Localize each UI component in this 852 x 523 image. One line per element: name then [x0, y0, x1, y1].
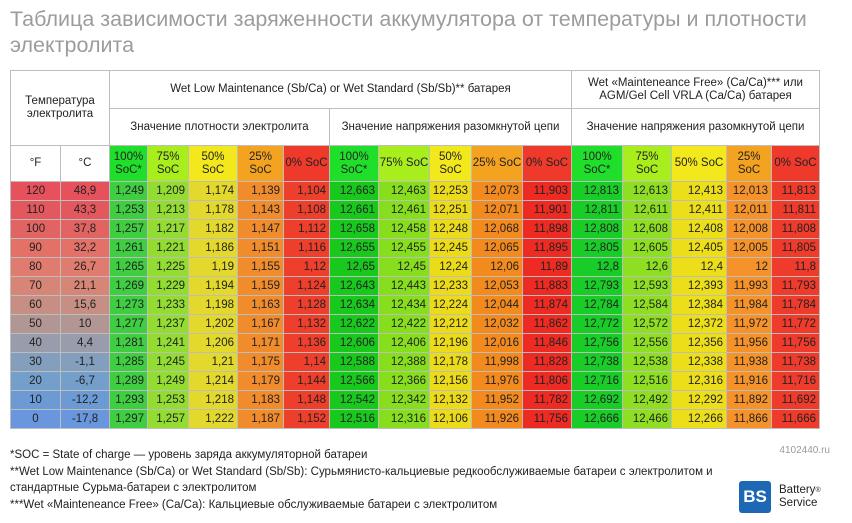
wet-voltage-cell: 12,253 — [430, 182, 472, 201]
wet-voltage-cell: 11,828 — [523, 353, 572, 372]
mf-soc-header-4: 0% SoC — [772, 146, 820, 182]
wet-voltage-cell: 12,461 — [379, 201, 430, 220]
table-row — [11, 410, 820, 429]
temp-c-cell: 43,3 — [61, 201, 110, 220]
wet-voltage-cell: 12,212 — [430, 315, 472, 334]
wet-soc-header-1: 75% SoC — [379, 146, 430, 182]
density-cell: 1,143 — [238, 201, 284, 220]
wet-voltage-cell: 12,366 — [379, 372, 430, 391]
temp-f-cell: 50 — [11, 315, 61, 334]
density-cell: 1,221 — [148, 239, 189, 258]
table-row — [11, 277, 820, 296]
mf-voltage-cell: 12,011 — [727, 201, 772, 220]
density-cell: 1,171 — [238, 334, 284, 353]
wet-voltage-cell: 12,588 — [330, 353, 379, 372]
mf-voltage-cell: 12,808 — [572, 220, 623, 239]
temp-c-cell: -12,2 — [61, 391, 110, 410]
wet-voltage-cell: 11,998 — [472, 353, 523, 372]
density-cell: 1,198 — [189, 296, 238, 315]
mf-voltage-cell: 11,666 — [772, 410, 820, 429]
mf-voltage-cell: 12,013 — [727, 182, 772, 201]
density-cell: 1,241 — [148, 334, 189, 353]
temp-c-cell: 37,8 — [61, 220, 110, 239]
mf-voltage-cell: 12,605 — [623, 239, 672, 258]
density-cell: 1,147 — [238, 220, 284, 239]
density-cell: 1,229 — [148, 277, 189, 296]
density-soc-header-3: 25% SoC — [238, 146, 284, 182]
density-cell: 1,175 — [238, 353, 284, 372]
density-cell: 1,249 — [148, 372, 189, 391]
wet-voltage-cell: 11,806 — [523, 372, 572, 391]
density-cell: 1,186 — [189, 239, 238, 258]
mf-voltage-cell: 12,338 — [672, 353, 727, 372]
temp-c-cell: 10 — [61, 315, 110, 334]
charge-table — [10, 70, 820, 429]
wet-voltage-header: Значение напряжения разомкнутой цепи — [330, 109, 572, 146]
mf-voltage-cell: 12,738 — [572, 353, 623, 372]
wet-voltage-cell: 11,952 — [472, 391, 523, 410]
wet-voltage-cell: 12,224 — [430, 296, 472, 315]
wet-voltage-cell: 12,106 — [430, 410, 472, 429]
density-cell: 1,297 — [110, 410, 148, 429]
density-cell: 1,108 — [284, 201, 330, 220]
density-header: Значение плотности электролита — [110, 109, 330, 146]
mf-voltage-header: Значение напряжения разомкнутой цепи — [572, 109, 820, 146]
table-row — [11, 201, 820, 220]
mf-voltage-cell: 12,384 — [672, 296, 727, 315]
mf-voltage-cell: 12,692 — [572, 391, 623, 410]
wet-voltage-cell: 12,233 — [430, 277, 472, 296]
mf-voltage-cell: 12,608 — [623, 220, 672, 239]
wet-voltage-cell: 11,846 — [523, 334, 572, 353]
wet-voltage-cell: 12,658 — [330, 220, 379, 239]
wet-voltage-cell: 11,895 — [523, 239, 572, 258]
wet-voltage-cell: 12,388 — [379, 353, 430, 372]
wet-voltage-cell: 11,898 — [523, 220, 572, 239]
temp-c-cell: -1,1 — [61, 353, 110, 372]
temp-c-cell: 4,4 — [61, 334, 110, 353]
wet-battery-group-header: Wet Low Maintenance (Sb/Ca) or Wet Standard (Sb/Sb)** батарея — [110, 71, 572, 109]
wet-voltage-cell: 12,178 — [430, 353, 472, 372]
mf-voltage-cell: 12,356 — [672, 334, 727, 353]
density-soc-header-1: 75% SoC — [148, 146, 189, 182]
mf-voltage-cell: 11,866 — [727, 410, 772, 429]
mf-soc-header-1: 75% SoC — [623, 146, 672, 182]
wet-voltage-cell: 12,434 — [379, 296, 430, 315]
table-row — [11, 391, 820, 410]
mf-voltage-cell: 12,516 — [623, 372, 672, 391]
temp-f-cell: 90 — [11, 239, 61, 258]
density-cell: 1,214 — [189, 372, 238, 391]
wet-voltage-cell: 12,016 — [472, 334, 523, 353]
density-cell: 1,132 — [284, 315, 330, 334]
mf-voltage-cell: 11,808 — [772, 220, 820, 239]
density-cell: 1,293 — [110, 391, 148, 410]
density-cell: 1,155 — [238, 258, 284, 277]
wet-voltage-cell: 12,053 — [472, 277, 523, 296]
density-cell: 1,19 — [189, 258, 238, 277]
mf-voltage-cell: 11,8 — [772, 258, 820, 277]
temp-f-cell: 0 — [11, 410, 61, 429]
temp-c-cell: 26,7 — [61, 258, 110, 277]
mf-voltage-cell: 11,984 — [727, 296, 772, 315]
density-cell: 1,112 — [284, 220, 330, 239]
wet-voltage-cell: 12,458 — [379, 220, 430, 239]
density-soc-header-0: 100% SoC* — [110, 146, 148, 182]
density-cell: 1,289 — [110, 372, 148, 391]
table-row — [11, 353, 820, 372]
wet-voltage-cell: 11,976 — [472, 372, 523, 391]
density-cell: 1,265 — [110, 258, 148, 277]
celsius-header: °C — [61, 146, 110, 182]
wet-voltage-cell: 12,245 — [430, 239, 472, 258]
wet-voltage-cell: 12,06 — [472, 258, 523, 277]
mf-voltage-cell: 12,393 — [672, 277, 727, 296]
mf-voltage-cell: 11,956 — [727, 334, 772, 353]
mf-voltage-cell: 12,6 — [623, 258, 672, 277]
density-cell: 1,253 — [110, 201, 148, 220]
mf-voltage-cell: 12,292 — [672, 391, 727, 410]
density-soc-header-4: 0% SoC — [284, 146, 330, 182]
wet-voltage-cell: 11,756 — [523, 410, 572, 429]
mf-voltage-cell: 12,008 — [727, 220, 772, 239]
table-row — [11, 258, 820, 277]
density-cell: 1,116 — [284, 239, 330, 258]
wet-voltage-cell: 12,45 — [379, 258, 430, 277]
mf-voltage-cell: 12,784 — [572, 296, 623, 315]
mf-voltage-cell: 11,938 — [727, 353, 772, 372]
density-cell: 1,128 — [284, 296, 330, 315]
density-cell: 1,213 — [148, 201, 189, 220]
density-cell: 1,167 — [238, 315, 284, 334]
logo-line1: Battery — [779, 484, 816, 496]
wet-voltage-cell: 11,782 — [523, 391, 572, 410]
density-cell: 1,217 — [148, 220, 189, 239]
wet-voltage-cell: 12,24 — [430, 258, 472, 277]
density-cell: 1,14 — [284, 353, 330, 372]
mf-voltage-cell: 12,805 — [572, 239, 623, 258]
wet-voltage-cell: 12,342 — [379, 391, 430, 410]
density-soc-header-2: 50% SoC — [189, 146, 238, 182]
wet-soc-header-3: 25% SoC — [472, 146, 523, 182]
temp-f-cell: 60 — [11, 296, 61, 315]
mf-voltage-cell: 12,466 — [623, 410, 672, 429]
density-cell: 1,163 — [238, 296, 284, 315]
density-cell: 1,194 — [189, 277, 238, 296]
density-cell: 1,249 — [110, 182, 148, 201]
temp-f-cell: 20 — [11, 372, 61, 391]
density-cell: 1,178 — [189, 201, 238, 220]
wet-voltage-cell: 11,874 — [523, 296, 572, 315]
density-cell: 1,124 — [284, 277, 330, 296]
temperature-header: Температура электролита — [11, 71, 110, 146]
mf-voltage-cell: 11,811 — [772, 201, 820, 220]
wet-voltage-cell: 12,422 — [379, 315, 430, 334]
footnotes — [10, 447, 730, 513]
wet-voltage-cell: 12,622 — [330, 315, 379, 334]
table-row — [11, 372, 820, 391]
logo-line2: Service — [779, 497, 818, 509]
wet-voltage-cell: 12,516 — [330, 410, 379, 429]
mf-voltage-cell: 12,408 — [672, 220, 727, 239]
mf-voltage-cell: 12,716 — [572, 372, 623, 391]
temp-c-cell: -6,7 — [61, 372, 110, 391]
mf-voltage-cell: 11,972 — [727, 315, 772, 334]
mf-voltage-cell: 12,611 — [623, 201, 672, 220]
wet-voltage-cell: 12,455 — [379, 239, 430, 258]
temp-f-cell: 40 — [11, 334, 61, 353]
table-row — [11, 296, 820, 315]
wet-voltage-cell: 12,156 — [430, 372, 472, 391]
table-row — [11, 220, 820, 239]
wet-voltage-cell: 12,032 — [472, 315, 523, 334]
wet-voltage-cell: 12,073 — [472, 182, 523, 201]
mf-voltage-cell: 11,738 — [772, 353, 820, 372]
temp-c-cell: 21,1 — [61, 277, 110, 296]
mf-voltage-cell: 12,572 — [623, 315, 672, 334]
density-cell: 1,257 — [148, 410, 189, 429]
density-cell: 1,209 — [148, 182, 189, 201]
wet-voltage-cell: 12,661 — [330, 201, 379, 220]
temp-f-cell: 80 — [11, 258, 61, 277]
temp-c-cell: 32,2 — [61, 239, 110, 258]
density-cell: 1,12 — [284, 258, 330, 277]
wet-voltage-cell: 11,883 — [523, 277, 572, 296]
wet-voltage-cell: 12,071 — [472, 201, 523, 220]
footnote-mf: ***Wet «Mainteneance Free» (Ca/Ca): Кальциевые обслуживаемые батареи с электролитом — [10, 498, 498, 511]
mf-voltage-cell: 12,772 — [572, 315, 623, 334]
footnote-wet: **Wet Low Maintenance (Sb/Ca) or Wet Standard (Sb/Sb): Сурьмянисто-кальциевые редкообслуживаемые батареи с электролитом и стандартные Сурьма-батареи с электролитом — [10, 465, 713, 494]
density-cell: 1,281 — [110, 334, 148, 353]
wet-voltage-cell: 12,542 — [330, 391, 379, 410]
mf-voltage-cell: 12,538 — [623, 353, 672, 372]
temp-f-cell: 110 — [11, 201, 61, 220]
mf-voltage-cell: 11,892 — [727, 391, 772, 410]
wet-voltage-cell: 12,634 — [330, 296, 379, 315]
density-cell: 1,202 — [189, 315, 238, 334]
density-cell: 1,277 — [110, 315, 148, 334]
mf-voltage-cell: 12,756 — [572, 334, 623, 353]
mf-voltage-cell: 11,793 — [772, 277, 820, 296]
temp-c-cell: 15,6 — [61, 296, 110, 315]
wet-voltage-cell: 12,566 — [330, 372, 379, 391]
temp-f-cell: 120 — [11, 182, 61, 201]
density-cell: 1,183 — [238, 391, 284, 410]
density-cell: 1,245 — [148, 353, 189, 372]
wet-voltage-cell: 11,926 — [472, 410, 523, 429]
wet-voltage-cell: 12,65 — [330, 258, 379, 277]
battery-service-logo — [739, 479, 839, 519]
wet-voltage-cell: 12,463 — [379, 182, 430, 201]
wet-voltage-cell: 12,044 — [472, 296, 523, 315]
wet-soc-header-0: 100% SoC* — [330, 146, 379, 182]
mf-voltage-cell: 12,8 — [572, 258, 623, 277]
density-cell: 1,206 — [189, 334, 238, 353]
mf-voltage-cell: 12,411 — [672, 201, 727, 220]
mf-voltage-cell: 12 — [727, 258, 772, 277]
density-cell: 1,152 — [284, 410, 330, 429]
logo-registered-mark: ® — [815, 487, 821, 494]
wet-voltage-cell: 11,903 — [523, 182, 572, 201]
table-row — [11, 239, 820, 258]
temp-f-cell: 30 — [11, 353, 61, 372]
fahrenheit-header: °F — [11, 146, 61, 182]
table-row — [11, 334, 820, 353]
temp-f-cell: 70 — [11, 277, 61, 296]
mf-voltage-cell: 11,716 — [772, 372, 820, 391]
density-cell: 1,159 — [238, 277, 284, 296]
footnote-soc: *SOC = State of charge — уровень заряда аккумуляторной батареи — [10, 449, 368, 461]
wet-voltage-cell: 12,068 — [472, 220, 523, 239]
mf-voltage-cell: 12,793 — [572, 277, 623, 296]
mf-voltage-cell: 11,692 — [772, 391, 820, 410]
density-cell: 1,21 — [189, 353, 238, 372]
mf-voltage-cell: 12,813 — [572, 182, 623, 201]
density-cell: 1,218 — [189, 391, 238, 410]
density-cell: 1,148 — [284, 391, 330, 410]
density-cell: 1,151 — [238, 239, 284, 258]
density-cell: 1,285 — [110, 353, 148, 372]
temp-f-cell: 100 — [11, 220, 61, 239]
density-cell: 1,225 — [148, 258, 189, 277]
mf-voltage-cell: 11,756 — [772, 334, 820, 353]
wet-voltage-cell: 11,862 — [523, 315, 572, 334]
mf-battery-group-header: Wet «Mainteneance Free» (Ca/Ca)*** или AGM/Gel Cell VRLA (Ca/Ca) батарея — [572, 71, 820, 109]
density-cell: 1,174 — [189, 182, 238, 201]
mf-voltage-cell: 12,372 — [672, 315, 727, 334]
temp-f-cell: 10 — [11, 391, 61, 410]
wet-voltage-cell: 12,316 — [379, 410, 430, 429]
mf-voltage-cell: 12,492 — [623, 391, 672, 410]
density-cell: 1,144 — [284, 372, 330, 391]
density-cell: 1,269 — [110, 277, 148, 296]
wet-voltage-cell: 12,443 — [379, 277, 430, 296]
density-cell: 1,237 — [148, 315, 189, 334]
mf-soc-header-2: 50% SoC — [672, 146, 727, 182]
logo-badge: BS — [739, 481, 771, 513]
mf-voltage-cell: 12,584 — [623, 296, 672, 315]
wet-voltage-cell: 12,196 — [430, 334, 472, 353]
page-title: Таблица зависимости заряженности аккумулятора от температуры и плотности электролита — [10, 7, 807, 57]
density-cell: 1,179 — [238, 372, 284, 391]
density-cell: 1,136 — [284, 334, 330, 353]
mf-voltage-cell: 12,613 — [623, 182, 672, 201]
wet-voltage-cell: 12,248 — [430, 220, 472, 239]
density-cell: 1,182 — [189, 220, 238, 239]
wet-voltage-cell: 12,663 — [330, 182, 379, 201]
wet-voltage-cell: 12,606 — [330, 334, 379, 353]
mf-voltage-cell: 11,916 — [727, 372, 772, 391]
mf-voltage-cell: 12,405 — [672, 239, 727, 258]
wet-voltage-cell: 12,251 — [430, 201, 472, 220]
mf-voltage-cell: 12,811 — [572, 201, 623, 220]
temp-c-cell: 48,9 — [61, 182, 110, 201]
density-cell: 1,273 — [110, 296, 148, 315]
density-cell: 1,257 — [110, 220, 148, 239]
mf-voltage-cell: 12,266 — [672, 410, 727, 429]
wet-voltage-cell: 12,643 — [330, 277, 379, 296]
density-cell: 1,233 — [148, 296, 189, 315]
watermark: 4102440.ru — [779, 445, 830, 456]
density-cell: 1,187 — [238, 410, 284, 429]
wet-voltage-cell: 11,901 — [523, 201, 572, 220]
wet-voltage-cell: 11,89 — [523, 258, 572, 277]
density-cell: 1,261 — [110, 239, 148, 258]
wet-voltage-cell: 12,132 — [430, 391, 472, 410]
density-cell: 1,104 — [284, 182, 330, 201]
wet-soc-header-2: 50% SoC — [430, 146, 472, 182]
density-cell: 1,253 — [148, 391, 189, 410]
mf-voltage-cell: 11,772 — [772, 315, 820, 334]
mf-voltage-cell: 11,805 — [772, 239, 820, 258]
table-row — [11, 315, 820, 334]
temp-c-cell: -17,8 — [61, 410, 110, 429]
mf-voltage-cell: 12,593 — [623, 277, 672, 296]
density-cell: 1,222 — [189, 410, 238, 429]
table-row — [11, 182, 820, 201]
mf-voltage-cell: 11,993 — [727, 277, 772, 296]
mf-voltage-cell: 11,784 — [772, 296, 820, 315]
density-cell: 1,139 — [238, 182, 284, 201]
mf-voltage-cell: 12,413 — [672, 182, 727, 201]
mf-voltage-cell: 11,813 — [772, 182, 820, 201]
wet-voltage-cell: 12,406 — [379, 334, 430, 353]
mf-voltage-cell: 12,4 — [672, 258, 727, 277]
wet-voltage-cell: 12,655 — [330, 239, 379, 258]
mf-voltage-cell: 12,666 — [572, 410, 623, 429]
mf-voltage-cell: 12,316 — [672, 372, 727, 391]
mf-soc-header-0: 100% SoC* — [572, 146, 623, 182]
wet-voltage-cell: 12,065 — [472, 239, 523, 258]
mf-soc-header-3: 25% SoC — [727, 146, 772, 182]
mf-voltage-cell: 12,556 — [623, 334, 672, 353]
logo-text — [779, 484, 821, 510]
wet-soc-header-4: 0% SoC — [523, 146, 572, 182]
mf-voltage-cell: 12,005 — [727, 239, 772, 258]
